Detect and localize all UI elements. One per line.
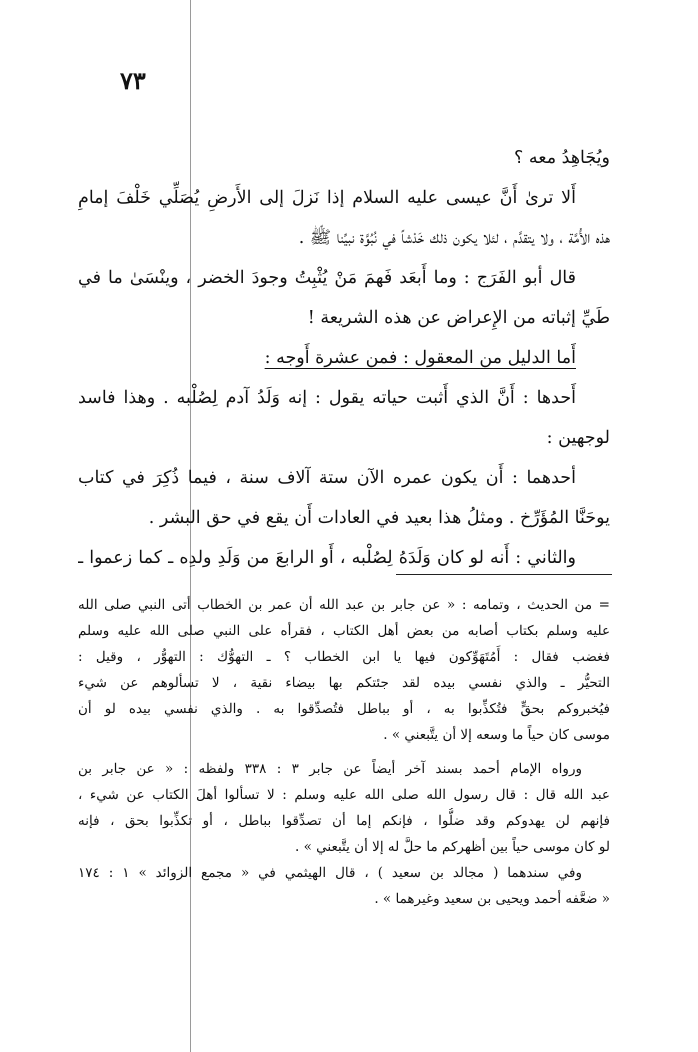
text-line: أحدهما : أَن يكون عمره الآن ستة آلاف سنة ، فيما ذُكِرَ في كتاب xyxy=(78,468,576,488)
paragraph-gap xyxy=(78,748,610,756)
footnote-line: عبد الله قال : قال رسول الله صلى الله عليه وسلم : لا تسألوا أهلَ الكتاب عن شيء ، xyxy=(78,787,610,803)
text-line: والثاني : أَنه لو كان وَلَدَهُ لِصُلْبه ، أَو الرابعَ من وَلَدِ ولدِه ـ كما زعموا ـ xyxy=(78,548,576,568)
footnote-line: فإنهم لن يهدوكم وقد ضلُّوا ، فإنكم إما أن تصدِّقوا بباطل ، أو تكذِّبوا بحق ، فإنه xyxy=(78,813,610,829)
footnote-line: وفي سندهما ( مجالد بن سعيد ) ، قال الهيثمي في « مجمع الزوائد » ١ : ١٧٤ xyxy=(78,865,582,881)
footnote-line: فيُخبروكم بحقٍّ فتُكذِّبوا به ، أو بباطل فتُصدِّقوا به . والذي نفسي بيده لو أن xyxy=(78,701,610,717)
text-line: ويُجَاهِدُ معه ؟ xyxy=(514,148,610,168)
text-line: أَحدها : أَنَّ الذي أَثبت حياته يقول : إنه وَلَدُ آدم لِصُلْبه . وهذا فاسد xyxy=(78,388,576,408)
text-line: لوجهين : xyxy=(546,428,610,448)
text-line: طَيِّ إثباته من الإِعراض عن هذه الشريعة ! xyxy=(307,308,610,328)
text-line: يوحَنَّا المُؤَرِّخ . ومثلُ هذا بعيد في العادات أَن يقع في حق البشر . xyxy=(148,508,610,528)
footnote-line: = من الحديث ، وتمامه : « عن جابر بن عبد الله أن عمر بن الخطاب أتى النبي صلى الله xyxy=(78,597,610,613)
text-line: قال أبو الفَرَج : وما أَبعَد فَهمَ مَنْ يُثْبِتُ وجودَ الخضر ، وينْسَىٰ ما في xyxy=(78,268,576,288)
text-line: أَما الدليل من المعقول : فمن عشرة أَوجه : xyxy=(264,348,576,368)
footnote-line: لو كان موسى حياً بين أظهركم ما حلَّ له إلا أن يتَّبعني » . xyxy=(295,839,610,855)
main-text xyxy=(78,138,610,578)
footnote-line: « ضعَّفه أحمد ويحيى بن سعيد وغيرهما » . xyxy=(374,891,610,907)
footnote-line: موسى كان حياً ما وسعه إلا أن يتَّبعني » . xyxy=(383,727,610,743)
text-line: هذه الأُمَّة ، ولا يتقدَّم ، لئلا يكون ذلك خَدْشاً في نُبُوَّة نبيِّنا ﷺ . xyxy=(298,228,610,248)
text-line: أَلا ترىٰ أَنَّ عيسى عليه السلام إذا نَزلَ إلى الأَرضِ يُصَلِّي خَلْفَ إمامِ xyxy=(78,188,576,208)
footnote-line: عليه وسلم بكتاب أصابه من بعض أهل الكتاب ، فقرأه على النبي صلى الله عليه وسلم xyxy=(78,623,610,639)
footnotes xyxy=(78,592,610,912)
page-number: ٧٣ xyxy=(120,66,146,95)
footnote-separator xyxy=(396,574,612,575)
footnote-line: فغضب فقال : أَمُتَهَوِّكون فيها يا ابن الخطاب ؟ ـ التهوُّك : التهوُّر ، وقيل : xyxy=(78,649,610,665)
footnote-line: التحيُّر ـ والذي نفسي بيده لقد جئتكم بها بيضاء نقية ، لا تسألوهم عن شيء xyxy=(78,675,610,691)
footnote-line: ورواه الإمام أحمد بسند آخر أيضاً عن جابر ٣ : ٣٣٨ ولفظه : « عن جابر بن xyxy=(78,761,582,777)
